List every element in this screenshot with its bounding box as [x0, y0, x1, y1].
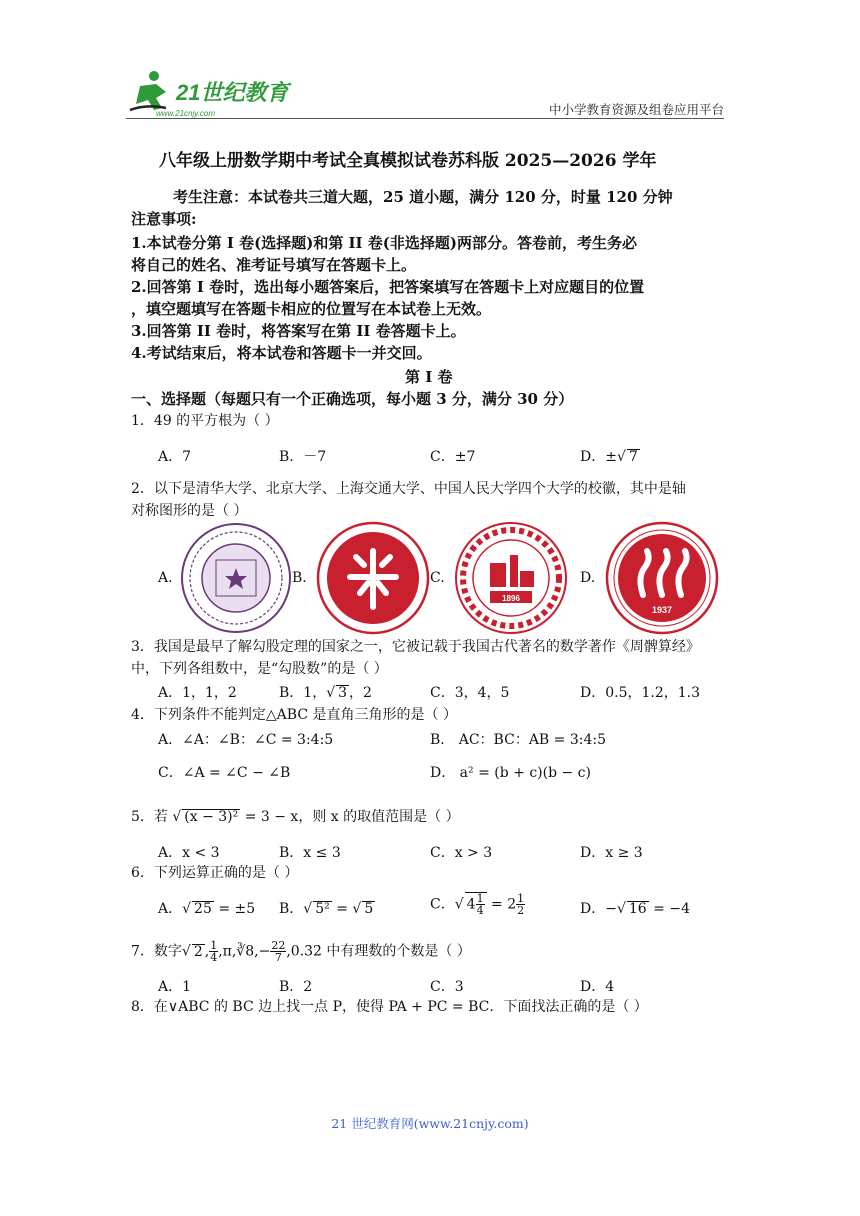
- q7-option-d: D．4: [580, 979, 615, 995]
- peking-emblem-image: [316, 521, 430, 635]
- q6-option-a: A．√ 25 = ±5: [158, 901, 256, 917]
- q4-option-d: D． a² = (b + c)(b − c): [430, 765, 591, 781]
- q6-option-b: B．√ 5² = √ 5: [279, 901, 374, 917]
- q7-option-a: A．1: [158, 979, 192, 995]
- q2-option-b: B.: [292, 570, 307, 586]
- logo-text: 21世纪教育: [176, 80, 289, 105]
- q2-option-d: D.: [580, 570, 596, 586]
- question-6-stem: 6．下列运算正确的是（ ）: [131, 865, 299, 881]
- instruction-line: ，填空题填写在答题卡相应的位置写在本试卷上无效。: [131, 300, 492, 318]
- q5-option-b: B．x ≤ 3: [279, 845, 341, 861]
- renmin-emblem-image: [605, 521, 719, 635]
- question-7-stem: 7．数字√ 2 , $\frac{1}{4}$ ,π,∛8,− $\frac{22}{7}$ ,0.3̇2̇ 中有理数的个数是（ ）: [131, 939, 471, 964]
- question-4-stem: 4．下列条件不能判定△ABC 是直角三角形的是（ ）: [131, 707, 457, 723]
- question-1-stem: 1．49 的平方根为（ ）: [131, 413, 279, 429]
- question-3-line-2: 中，下列各组数中，是“勾股数”的是（ ）: [131, 661, 388, 677]
- renmin-emblem-year: 1937: [651, 605, 673, 615]
- q1-option-a: A．7: [158, 449, 192, 465]
- exam-notice: 考生注意：本试卷共三道大题，25 道小题，满分 120 分，时量 120 分钟: [173, 188, 673, 206]
- page-footer: 21 世纪教育网(www.21cnjy.com): [331, 1116, 529, 1131]
- logo-subtext: www.21cnjy.com: [156, 109, 215, 118]
- instruction-line: 1.本试卷分第 I 卷(选择题)和第 II 卷(非选择题)两部分。答卷前，考生务必: [131, 234, 637, 252]
- question-8-stem: 8．在∨ABC 的 BC 边上找一点 P，使得 PA + PC = BC．下面找法正确的是（ ）: [131, 999, 648, 1015]
- q3-option-b: B．1，√ 3 ，2: [279, 685, 372, 701]
- q4-option-c: C．∠A = ∠C − ∠B: [158, 765, 291, 781]
- q5-option-d: D．x ≥ 3: [580, 845, 643, 861]
- question-2-line-1: 2．以下是清华大学、北京大学、上海交通大学、中国人民大学四个大学的校徽，其中是轴: [131, 481, 686, 497]
- exam-title: 八年级上册数学期中考试全真模拟试卷苏科版 2025—2026 学年: [159, 151, 657, 171]
- q2-option-c: C.: [430, 570, 445, 586]
- instruction-line: 2.回答第 I 卷时，选出每小题答案后，把答案填写在答题卡上对应题目的位置: [131, 278, 645, 296]
- sjtu-emblem-image: [454, 521, 568, 635]
- q3-option-c: C．3，4，5: [430, 685, 510, 701]
- q7-option-b: B．2: [279, 979, 313, 995]
- instruction-line: 4.考试结束后，将本试卷和答题卡一并交回。: [131, 344, 432, 362]
- question-5-stem: 5．若 √ (x − 3)² = 3 − x，则 x 的取值范围是（ ）: [131, 809, 460, 825]
- tsinghua-emblem-image: [180, 522, 292, 634]
- instructions-heading: 注意事项:: [131, 210, 197, 228]
- sjtu-emblem-year: 1896: [502, 594, 520, 603]
- q1-option-b: B．－7: [279, 449, 327, 465]
- q4-option-b: B． AC：BC：AB = 3:4:5: [430, 732, 607, 748]
- q3-option-a: A．1，1，2: [158, 685, 237, 701]
- q2-option-a: A.: [158, 570, 173, 586]
- q6-option-c: C．√ 4 $\frac{1}{4}$ = 2 $\frac{1}{2}$: [430, 892, 525, 917]
- q1-option-c: C．±7: [430, 449, 476, 465]
- q6-option-d: D．−√ 16 = −4: [580, 901, 690, 917]
- q4-option-a: A．∠A：∠B：∠C = 3:4:5: [158, 732, 334, 748]
- q5-option-a: A．x < 3: [158, 845, 220, 861]
- section-label: 第 I 卷: [405, 368, 453, 386]
- q3-option-d: D．0.5，1.2，1.3: [580, 685, 701, 701]
- question-3-line-1: 3．我国是最早了解勾股定理的国家之一，它被记载于我国古代著名的数学著作《周髀算经》: [131, 639, 700, 655]
- instruction-line: 3.回答第 II 卷时，将答案写在第 II 卷答题卡上。: [131, 322, 466, 340]
- q1-option-d: D．±√ 7: [580, 449, 638, 465]
- q7-option-c: C．3: [430, 979, 464, 995]
- header-slogan: 中小学教育资源及组卷应用平台: [548, 102, 724, 117]
- header-divider: [126, 118, 724, 119]
- site-logo: [126, 64, 296, 124]
- q5-option-c: C．x > 3: [430, 845, 493, 861]
- runner-icon: [130, 71, 166, 110]
- instruction-line: 将自己的姓名、准考证号填写在答题卡上。: [131, 256, 417, 274]
- question-2-line-2: 对称图形的是（ ）: [131, 503, 248, 519]
- section-heading: 一、选择题（每题只有一个正确选项，每小题 3 分，满分 30 分）: [131, 390, 574, 408]
